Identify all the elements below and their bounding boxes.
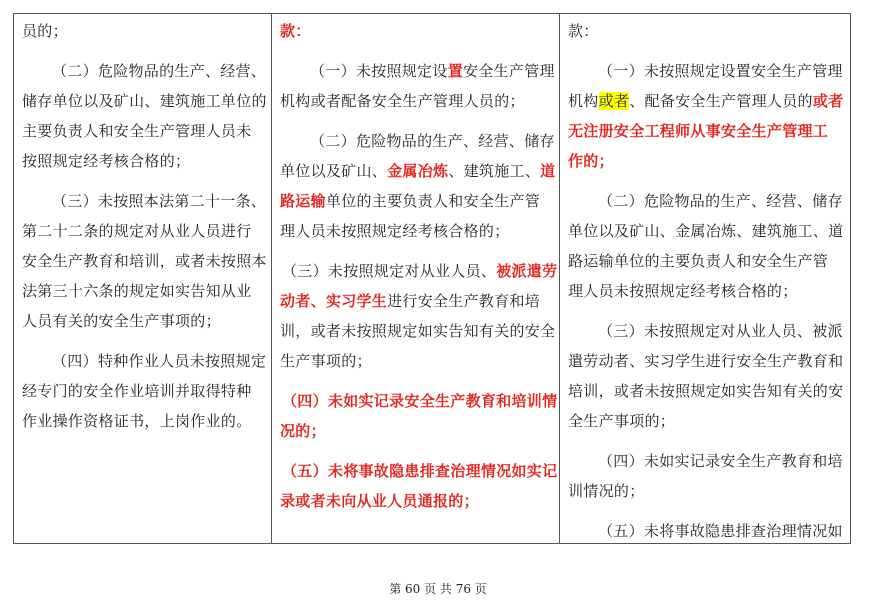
table-column-draft (272, 14, 560, 543)
text-line (280, 492, 479, 510)
text-segment: （一）未按照规定设置安全生产管理 (598, 62, 843, 80)
comparison-table (13, 13, 851, 544)
text-line (22, 222, 252, 240)
emphasized-text: 置 (447, 62, 464, 80)
text-segment: 储存单位以及矿山、建筑施工单位的 (22, 92, 267, 110)
text-segment: 按照规定经考核合格的； (22, 152, 191, 170)
text-segment: 训，或者未按照规定如实告知有关的安全 (280, 322, 556, 340)
text-segment: 、配备安全生产管理人员的 (629, 92, 813, 110)
text-line (280, 22, 311, 40)
text-line (52, 352, 266, 370)
text-segment: 机构 (568, 92, 599, 110)
text-segment: （二）危险物品的生产、经营、 (52, 62, 267, 80)
emphasized-text: （五）未将事故隐患排查治理情况如实记 (282, 462, 558, 480)
text-segment: （三）未按照本法第二十一条、 (52, 192, 267, 210)
emphasized-text: 金属冶炼 (387, 162, 449, 180)
text-segment: （一）未按照规定设 (310, 62, 448, 80)
text-segment: 员的； (22, 22, 68, 40)
text-line (282, 262, 557, 280)
text-segment: 全生产事项的； (568, 412, 676, 430)
text-line (568, 482, 645, 500)
text-line (280, 222, 510, 240)
text-line (598, 62, 843, 80)
text-segment: （四）未如实记录安全生产教育和培 (598, 452, 843, 470)
text-line (568, 122, 828, 140)
emphasized-text: 款： (280, 22, 311, 40)
text-segment: 法第三十六条的规定如实告知从业 (22, 282, 252, 300)
text-segment: 训情况的； (568, 482, 645, 500)
emphasized-text: 道 (540, 162, 556, 180)
text-segment: （二）危险物品的生产、经营、储存 (310, 132, 555, 150)
emphasized-text: 作的； (568, 152, 614, 170)
text-line (280, 352, 372, 370)
text-line (280, 162, 555, 180)
text-line (282, 392, 557, 410)
text-line (280, 292, 540, 310)
emphasized-text: 被派遣劳 (496, 262, 558, 280)
text-segment: （二）危险物品的生产、经营、储存 (598, 192, 843, 210)
text-line (568, 382, 843, 400)
text-segment: 款： (568, 22, 599, 40)
text-line (568, 92, 843, 110)
text-segment: 安全生产教育和培训，或者未按照本 (22, 252, 267, 270)
text-segment: （三）未按照规定对从业人员、 (282, 262, 497, 280)
text-segment: 单位以及矿山、金属冶炼、建筑施工、道 (568, 222, 844, 240)
text-segment: 主要负责人和安全生产管理人员未 (22, 122, 252, 140)
emphasized-text: 况的； (280, 422, 326, 440)
emphasized-text: 录或者未向从业人员通报的； (280, 492, 479, 510)
text-segment: 路运输单位的主要负责人和安全生产管 (568, 252, 829, 270)
text-line (22, 92, 267, 110)
text-segment: 理人员未按照规定经考核合格的； (280, 222, 510, 240)
table-column-original (14, 14, 272, 543)
text-line (22, 312, 221, 330)
text-segment: 经专门的安全作业培训并取得特种 (22, 382, 252, 400)
page-number-footer: 第 60 页 共 76 页 (389, 582, 487, 596)
text-line (598, 192, 843, 210)
text-segment: 第二十二条的规定对从业人员进行 (22, 222, 252, 240)
text-segment: 遣劳动者、实习学生进行安全生产教育和 (568, 352, 844, 370)
text-line (280, 422, 326, 440)
table-column-revised (560, 14, 850, 543)
text-line (22, 282, 252, 300)
text-line (52, 62, 266, 80)
text-line (310, 132, 555, 150)
text-segment: 生产事项的； (280, 352, 372, 370)
text-segment: 单位的主要负责人和安全生产管 (325, 192, 541, 210)
text-line (280, 92, 525, 110)
text-segment: 理人员未按照规定经考核合格的； (568, 282, 798, 300)
text-segment: 培训，或者未按照规定如实告知有关的安 (568, 382, 844, 400)
text-line (22, 382, 252, 400)
text-segment: 单位以及矿山、 (280, 162, 388, 180)
text-line (22, 152, 190, 170)
emphasized-text: 或者 (598, 92, 630, 110)
text-line (280, 322, 555, 340)
text-line (310, 62, 555, 80)
text-line (282, 462, 557, 480)
text-line (568, 252, 828, 270)
emphasized-text: 无注册安全工程师从事安全生产管理工 (568, 122, 829, 140)
emphasized-text: 或者 (812, 92, 844, 110)
text-line (568, 412, 675, 430)
text-line (568, 352, 843, 370)
text-line (52, 192, 266, 210)
text-segment: 人员有关的安全生产事项的； (22, 312, 221, 330)
text-line (598, 322, 843, 340)
text-segment: （三）未按照规定对从业人员、被派 (598, 322, 843, 340)
text-line (568, 222, 843, 240)
text-segment: 安全生产管理 (463, 62, 555, 80)
text-segment: 机构或者配备安全生产管理人员的； (280, 92, 525, 110)
text-line (598, 452, 843, 470)
text-line (22, 412, 252, 430)
text-segment: 作业操作资格证书，上岗作业的。 (22, 412, 252, 430)
emphasized-text: （四）未如实记录安全生产教育和培训情 (282, 392, 558, 410)
text-line (280, 192, 540, 210)
text-segment: 进行安全生产教育和培 (387, 292, 541, 310)
text-line (22, 252, 267, 270)
text-segment: （五）未将事故隐患排查治理情况如 (598, 522, 843, 540)
text-line (568, 152, 614, 170)
text-segment: 、建筑施工、 (448, 162, 541, 180)
text-line (598, 522, 843, 540)
text-line (22, 22, 68, 40)
text-line (22, 122, 252, 140)
text-line (568, 282, 798, 300)
text-segment: （四）特种作业人员未按照规定 (52, 352, 267, 370)
emphasized-text: 动者、实习学生 (280, 292, 388, 310)
text-line (568, 22, 599, 40)
emphasized-text: 路运输 (280, 192, 326, 210)
